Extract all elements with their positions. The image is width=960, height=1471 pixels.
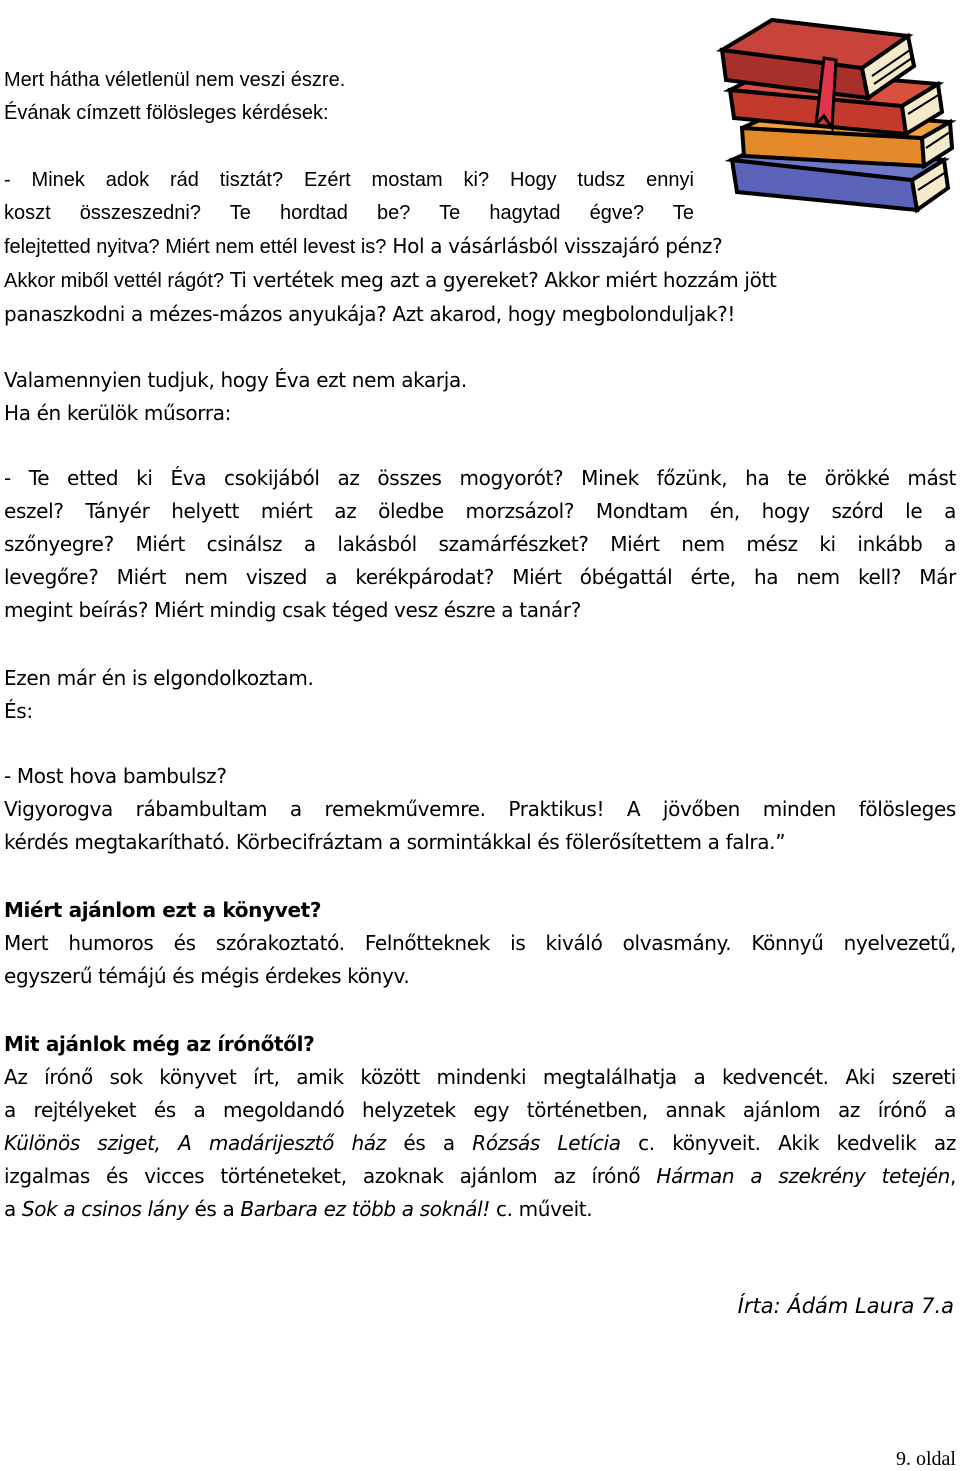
book-title: Sok a csinos lány (21, 1197, 189, 1221)
questions-to-eva-paragraph: - Minek adok rád tisztát? Ezért mostam ki? Hogy tudsz ennyi koszt összeszedni? Te hordtad be? Te hagytad égve? Te felejtetted nyitva? Miért nem ettél levest is? Hol a vásárlásból visszajáró pénz? Akkor miből vettél rágót? Ti vertétek meg azt a gyereket? Akkor miért hozzám jött panaszkodni a mézes-mázos anyukája? Azt akarod, hogy megbolonduljak?! (4, 169, 777, 326)
book-title: Rózsás Letícia (472, 1131, 621, 1155)
questions-to-me-paragraph: - Te etted ki Éva csokijából az összes mogyorót? Minek főzünk, ha te örökké mást eszel? Tányér helyett miért az öledbe morzsázol? Mondtam én, hogy szórd le a szőnyegre? Miért csinálsz a lakásból szamárfészket? Miért nem mész ki inkább a levegőre? Miért nem viszed a kerékpárodat? Miért óbégattál érte, ha nem kell? Már megint beírás? Miért mindig csak téged vesz észre a tanár? (4, 466, 956, 622)
why-recommend-heading: Miért ajánlom ezt a könyvet? (4, 898, 322, 922)
book-title: Hárman a szekrény tetején (656, 1164, 950, 1188)
more-by-author-section: Mit ajánlok még az írónőtől? Az írónő sok könyvet írt, amik között mindenki megtalálhatja a kedvencét. Aki szereti a rejtélyeket és a megoldandó helyzetek egy történetben, annak ajánlom az írónő a Különös sziget, A madárijesztő ház és a Rózsás Letícia c. könyveit. Akik kedvelik az izgalmas és vicces történeteket, azoknak ajánlom az írónő Hárman a szekrény tetején, a Sok a csinos lány és a Barbara ez több a soknál! c. műveit. (4, 1028, 956, 1226)
book-title: Barbara ez több a soknál! (240, 1197, 490, 1221)
page-number: 9. oldal (896, 1448, 956, 1470)
thought-paragraph: Ezen már én is elgondolkoztam. És: (4, 666, 314, 723)
author-signature: Írta: Ádám Laura 7.a (737, 1294, 954, 1318)
more-by-author-heading: Mit ajánlok még az írónőtől? (4, 1032, 315, 1056)
ending-paragraph: - Most hova bambulsz? Vigyorogva rábambultam a remekművemre. Praktikus! A jövőben minden fölösleges kérdés megtakarítható. Körbecifráztam a sormintákkal és fölerősítettem a falra.” (4, 764, 956, 854)
intro-paragraph: Mert hátha véletlenül nem veszi észre. Évának címzett fölösleges kérdések: (4, 69, 346, 124)
why-recommend-section: Miért ajánlom ezt a könyvet? Mert humoros és szórakoztató. Felnőtteknek is kiváló olvasmány. Könnyű nyelvezetű, egyszerű témájú és mégis érdekes könyv. (4, 894, 956, 993)
book-title: Különös sziget, A madárijesztő ház (4, 1131, 386, 1155)
middle-paragraph: Valamennyien tudjuk, hogy Éva ezt nem akarja. Ha én kerülök műsorra: (4, 368, 467, 425)
